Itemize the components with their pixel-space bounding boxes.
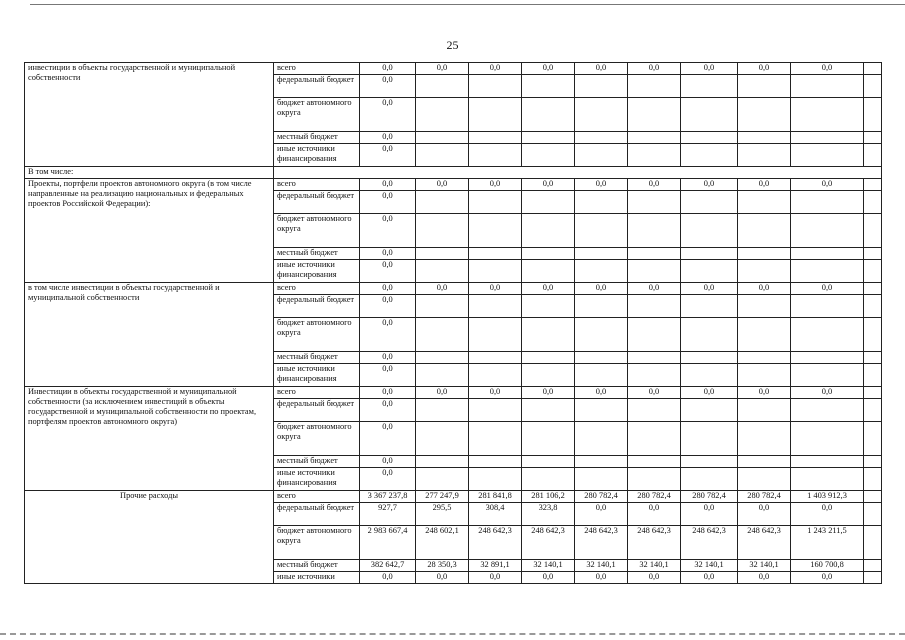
empty-cell <box>522 468 575 491</box>
empty-cell <box>864 468 882 491</box>
row-type-label: местный бюджет <box>274 132 360 144</box>
value-cell: 0,0 <box>360 399 416 422</box>
scan-border-top <box>30 4 905 5</box>
value-cell: 0,0 <box>360 283 416 295</box>
value-cell: 280 782,4 <box>681 491 738 503</box>
empty-cell <box>469 214 522 248</box>
empty-cell <box>791 75 864 98</box>
empty-cell <box>416 132 469 144</box>
row-description: Инвестиции в объекты государственной и муниципальной собственности (за исключением инвестиций в объекты государственной и муниципальной собственности по проектам, портфелям проектов автономного округа) <box>25 387 274 491</box>
empty-cell <box>522 318 575 352</box>
value-cell: 0,0 <box>791 63 864 75</box>
empty-cell <box>681 75 738 98</box>
empty-cell <box>864 387 882 399</box>
empty-cell <box>738 132 791 144</box>
value-cell: 280 782,4 <box>628 491 681 503</box>
empty-cell <box>522 422 575 456</box>
empty-cell <box>738 260 791 283</box>
empty-cell <box>681 132 738 144</box>
empty-cell <box>628 248 681 260</box>
empty-cell <box>628 98 681 132</box>
row-type-label: всего <box>274 387 360 399</box>
table-row <box>25 167 882 179</box>
value-cell: 248 642,3 <box>738 526 791 560</box>
empty-cell <box>864 260 882 283</box>
empty-cell <box>681 214 738 248</box>
value-cell: 32 140,1 <box>522 560 575 572</box>
empty-cell <box>791 318 864 352</box>
empty-cell <box>864 526 882 560</box>
empty-cell <box>416 260 469 283</box>
empty-cell <box>738 191 791 214</box>
empty-cell <box>522 75 575 98</box>
empty-cell <box>522 399 575 422</box>
empty-cell <box>575 214 628 248</box>
empty-cell <box>469 399 522 422</box>
empty-cell <box>864 352 882 364</box>
empty-cell <box>469 318 522 352</box>
empty-cell <box>522 456 575 468</box>
empty-cell <box>738 75 791 98</box>
value-cell: 0,0 <box>522 283 575 295</box>
row-type-label: бюджет автономного округа <box>274 98 360 132</box>
empty-cell <box>469 456 522 468</box>
empty-cell <box>864 283 882 295</box>
empty-cell <box>575 260 628 283</box>
empty-cell <box>575 144 628 167</box>
value-cell: 0,0 <box>360 214 416 248</box>
value-cell: 927,7 <box>360 503 416 526</box>
empty-cell <box>469 132 522 144</box>
value-cell: 0,0 <box>360 75 416 98</box>
empty-cell <box>628 144 681 167</box>
row-type-label: федеральный бюджет <box>274 399 360 422</box>
empty-cell <box>628 352 681 364</box>
empty-cell <box>575 422 628 456</box>
empty-cell <box>864 364 882 387</box>
row-type-label: иные источники финансирования <box>274 260 360 283</box>
row-type-label: бюджет автономного округа <box>274 318 360 352</box>
row-type-label: местный бюджет <box>274 560 360 572</box>
row-type-label: иные источники финансирования <box>274 468 360 491</box>
empty-cell <box>469 75 522 98</box>
value-cell: 0,0 <box>360 98 416 132</box>
value-cell: 0,0 <box>469 63 522 75</box>
value-cell: 0,0 <box>738 503 791 526</box>
value-cell: 0,0 <box>522 63 575 75</box>
empty-cell <box>628 260 681 283</box>
value-cell: 0,0 <box>416 63 469 75</box>
value-cell: 0,0 <box>360 63 416 75</box>
empty-cell <box>522 295 575 318</box>
value-cell: 0,0 <box>681 63 738 75</box>
page-number: 25 <box>446 38 459 52</box>
empty-cell <box>864 75 882 98</box>
value-cell: 32 140,1 <box>575 560 628 572</box>
empty-cell <box>522 98 575 132</box>
empty-cell <box>864 132 882 144</box>
value-cell: 0,0 <box>469 283 522 295</box>
empty-cell <box>864 503 882 526</box>
value-cell: 0,0 <box>575 63 628 75</box>
empty-cell <box>791 399 864 422</box>
value-cell: 0,0 <box>738 283 791 295</box>
row-type-label: бюджет автономного округа <box>274 214 360 248</box>
empty-cell <box>522 214 575 248</box>
empty-cell <box>628 191 681 214</box>
row-description: Проекты, портфели проектов автономного округа (в том числе направленные на реализацию национальных и федеральных проектов Российской Федерации): <box>25 179 274 283</box>
value-cell: 0,0 <box>575 503 628 526</box>
value-cell: 0,0 <box>791 503 864 526</box>
empty-cell <box>522 260 575 283</box>
empty-cell <box>628 132 681 144</box>
value-cell: 0,0 <box>628 179 681 191</box>
value-cell: 248 642,3 <box>575 526 628 560</box>
value-cell: 0,0 <box>360 352 416 364</box>
table-body <box>25 63 882 584</box>
empty-cell <box>522 248 575 260</box>
empty-cell <box>522 144 575 167</box>
value-cell: 248 642,3 <box>628 526 681 560</box>
value-cell: 28 350,3 <box>416 560 469 572</box>
value-cell: 0,0 <box>416 387 469 399</box>
empty-cell <box>416 144 469 167</box>
value-cell: 0,0 <box>360 468 416 491</box>
empty-cell <box>628 422 681 456</box>
value-cell: 2 983 667,4 <box>360 526 416 560</box>
empty-cell <box>575 456 628 468</box>
value-cell: 0,0 <box>628 387 681 399</box>
table-row <box>25 387 882 399</box>
empty-cell <box>681 191 738 214</box>
row-type-label: всего <box>274 283 360 295</box>
empty-cell <box>628 364 681 387</box>
value-cell: 0,0 <box>469 387 522 399</box>
empty-cell <box>864 214 882 248</box>
empty-cell <box>575 399 628 422</box>
value-cell: 0,0 <box>360 132 416 144</box>
empty-cell <box>416 98 469 132</box>
value-cell: 0,0 <box>416 179 469 191</box>
empty-cell <box>681 295 738 318</box>
value-cell: 0,0 <box>360 364 416 387</box>
empty-cell <box>628 214 681 248</box>
value-cell: 0,0 <box>738 63 791 75</box>
value-cell: 0,0 <box>791 572 864 584</box>
empty-cell <box>681 352 738 364</box>
empty-cell <box>416 295 469 318</box>
value-cell: 0,0 <box>360 295 416 318</box>
empty-cell <box>791 295 864 318</box>
row-type-label: всего <box>274 179 360 191</box>
empty-cell <box>864 248 882 260</box>
row-type-label: бюджет автономного округа <box>274 422 360 456</box>
value-cell: 281 106,2 <box>522 491 575 503</box>
empty-cell <box>864 179 882 191</box>
value-cell: 248 642,3 <box>522 526 575 560</box>
empty-cell <box>522 364 575 387</box>
table-row <box>25 179 882 191</box>
empty-cell <box>575 468 628 491</box>
empty-cell <box>416 456 469 468</box>
value-cell: 32 140,1 <box>738 560 791 572</box>
empty-cell <box>864 295 882 318</box>
empty-cell <box>681 98 738 132</box>
value-cell: 0,0 <box>360 248 416 260</box>
empty-cell <box>416 214 469 248</box>
value-cell: 0,0 <box>469 572 522 584</box>
row-type-label: местный бюджет <box>274 248 360 260</box>
empty-cell <box>575 191 628 214</box>
empty-cell <box>575 248 628 260</box>
empty-cell <box>738 352 791 364</box>
value-cell: 1 243 211,5 <box>791 526 864 560</box>
empty-cell <box>469 260 522 283</box>
empty-cell <box>575 132 628 144</box>
empty-cell <box>416 468 469 491</box>
empty-cell <box>791 456 864 468</box>
value-cell: 0,0 <box>738 572 791 584</box>
empty-cell <box>791 144 864 167</box>
value-cell: 0,0 <box>791 387 864 399</box>
empty-cell <box>864 144 882 167</box>
value-cell: 0,0 <box>360 387 416 399</box>
value-cell: 280 782,4 <box>575 491 628 503</box>
value-cell: 0,0 <box>360 572 416 584</box>
empty-cell <box>469 352 522 364</box>
value-cell: 0,0 <box>522 572 575 584</box>
empty-cell <box>469 295 522 318</box>
row-type-label: местный бюджет <box>274 456 360 468</box>
table-row <box>25 63 882 75</box>
empty-cell <box>791 352 864 364</box>
empty-cell <box>628 75 681 98</box>
value-cell: 277 247,9 <box>416 491 469 503</box>
empty-cell <box>628 399 681 422</box>
value-cell: 32 140,1 <box>628 560 681 572</box>
empty-cell <box>628 456 681 468</box>
empty-cell <box>469 468 522 491</box>
empty-cell <box>681 422 738 456</box>
empty-cell <box>791 260 864 283</box>
empty-cell <box>575 318 628 352</box>
value-cell: 0,0 <box>681 179 738 191</box>
empty-cell <box>628 468 681 491</box>
empty-cell <box>416 248 469 260</box>
empty-cell <box>791 132 864 144</box>
empty-cell <box>864 318 882 352</box>
empty-cell <box>416 318 469 352</box>
empty-cell <box>681 399 738 422</box>
value-cell: 0,0 <box>360 318 416 352</box>
row-type-label: федеральный бюджет <box>274 191 360 214</box>
empty-cell <box>681 260 738 283</box>
empty-cell <box>791 248 864 260</box>
value-cell: 32 891,1 <box>469 560 522 572</box>
value-cell: 0,0 <box>681 572 738 584</box>
empty-cell <box>628 295 681 318</box>
scan-border-bottom <box>0 633 905 635</box>
empty-cell <box>738 248 791 260</box>
value-cell: 308,4 <box>469 503 522 526</box>
empty-cell <box>522 191 575 214</box>
empty-cell <box>628 318 681 352</box>
value-cell: 0,0 <box>575 387 628 399</box>
empty-cell <box>575 364 628 387</box>
empty-cell <box>738 422 791 456</box>
value-cell: 248 602,1 <box>416 526 469 560</box>
table-row <box>25 491 882 503</box>
empty-cell <box>738 214 791 248</box>
row-type-label: федеральный бюджет <box>274 503 360 526</box>
value-cell: 280 782,4 <box>738 491 791 503</box>
row-type-label: иные источники финансирования <box>274 144 360 167</box>
value-cell: 0,0 <box>738 179 791 191</box>
empty-cell <box>864 98 882 132</box>
value-cell: 0,0 <box>522 179 575 191</box>
row-description: в том числе инвестиции в объекты государственной и муниципальной собственности <box>25 283 274 387</box>
row-type-label: иные источники <box>274 572 360 584</box>
empty-cell <box>469 364 522 387</box>
empty-cell <box>738 364 791 387</box>
empty-cell <box>681 318 738 352</box>
empty-cell <box>416 191 469 214</box>
empty-cell <box>791 468 864 491</box>
empty-cell <box>416 399 469 422</box>
row-type-label: федеральный бюджет <box>274 295 360 318</box>
empty-cell <box>469 248 522 260</box>
value-cell: 0,0 <box>791 179 864 191</box>
value-cell: 0,0 <box>681 283 738 295</box>
value-cell: 0,0 <box>575 179 628 191</box>
empty-cell <box>791 98 864 132</box>
empty-cell <box>575 75 628 98</box>
value-cell: 0,0 <box>575 572 628 584</box>
row-description: Прочие расходы <box>25 491 274 584</box>
empty-cell <box>274 167 882 179</box>
empty-cell <box>738 144 791 167</box>
row-description: инвестиции в объекты государственной и муниципальной собственности <box>25 63 274 167</box>
value-cell: 0,0 <box>360 191 416 214</box>
empty-cell <box>738 399 791 422</box>
value-cell: 281 841,8 <box>469 491 522 503</box>
empty-cell <box>575 295 628 318</box>
value-cell: 323,8 <box>522 503 575 526</box>
value-cell: 0,0 <box>416 283 469 295</box>
value-cell: 0,0 <box>681 387 738 399</box>
value-cell: 0,0 <box>522 387 575 399</box>
row-type-label: иные источники финансирования <box>274 364 360 387</box>
empty-cell <box>522 132 575 144</box>
value-cell: 0,0 <box>628 572 681 584</box>
row-type-label: федеральный бюджет <box>274 75 360 98</box>
value-cell: 248 642,3 <box>469 526 522 560</box>
empty-cell <box>791 214 864 248</box>
row-type-label: бюджет автономного округа <box>274 526 360 560</box>
empty-cell <box>738 295 791 318</box>
empty-cell <box>469 98 522 132</box>
empty-cell <box>864 399 882 422</box>
section-heading: В том числе: <box>25 167 274 179</box>
empty-cell <box>864 491 882 503</box>
value-cell: 0,0 <box>575 283 628 295</box>
value-cell: 295,5 <box>416 503 469 526</box>
empty-cell <box>864 422 882 456</box>
empty-cell <box>738 98 791 132</box>
empty-cell <box>738 318 791 352</box>
empty-cell <box>738 468 791 491</box>
value-cell: 0,0 <box>416 572 469 584</box>
empty-cell <box>575 98 628 132</box>
row-type-label: местный бюджет <box>274 352 360 364</box>
empty-cell <box>416 364 469 387</box>
empty-cell <box>681 364 738 387</box>
empty-cell <box>791 191 864 214</box>
empty-cell <box>469 144 522 167</box>
value-cell: 0,0 <box>469 179 522 191</box>
value-cell: 0,0 <box>681 503 738 526</box>
value-cell: 160 700,8 <box>791 560 864 572</box>
empty-cell <box>416 75 469 98</box>
row-type-label: всего <box>274 491 360 503</box>
value-cell: 0,0 <box>360 456 416 468</box>
empty-cell <box>791 364 864 387</box>
value-cell: 0,0 <box>628 63 681 75</box>
value-cell: 3 367 237,8 <box>360 491 416 503</box>
empty-cell <box>864 191 882 214</box>
empty-cell <box>469 191 522 214</box>
value-cell: 382 642,7 <box>360 560 416 572</box>
value-cell: 32 140,1 <box>681 560 738 572</box>
empty-cell <box>681 144 738 167</box>
empty-cell <box>416 352 469 364</box>
empty-cell <box>681 248 738 260</box>
empty-cell <box>575 352 628 364</box>
value-cell: 0,0 <box>628 503 681 526</box>
row-type-label: всего <box>274 63 360 75</box>
empty-cell <box>864 456 882 468</box>
value-cell: 0,0 <box>628 283 681 295</box>
empty-cell <box>681 468 738 491</box>
empty-cell <box>791 422 864 456</box>
value-cell: 0,0 <box>738 387 791 399</box>
table-row <box>25 283 882 295</box>
empty-cell <box>738 456 791 468</box>
value-cell: 0,0 <box>360 179 416 191</box>
empty-cell <box>469 422 522 456</box>
budget-table <box>24 62 882 584</box>
value-cell: 0,0 <box>791 283 864 295</box>
value-cell: 1 403 912,3 <box>791 491 864 503</box>
empty-cell <box>681 456 738 468</box>
value-cell: 248 642,3 <box>681 526 738 560</box>
value-cell: 0,0 <box>360 144 416 167</box>
empty-cell <box>416 422 469 456</box>
value-cell: 0,0 <box>360 260 416 283</box>
value-cell: 0,0 <box>360 422 416 456</box>
empty-cell <box>864 63 882 75</box>
empty-cell <box>864 560 882 572</box>
empty-cell <box>522 352 575 364</box>
empty-cell <box>864 572 882 584</box>
